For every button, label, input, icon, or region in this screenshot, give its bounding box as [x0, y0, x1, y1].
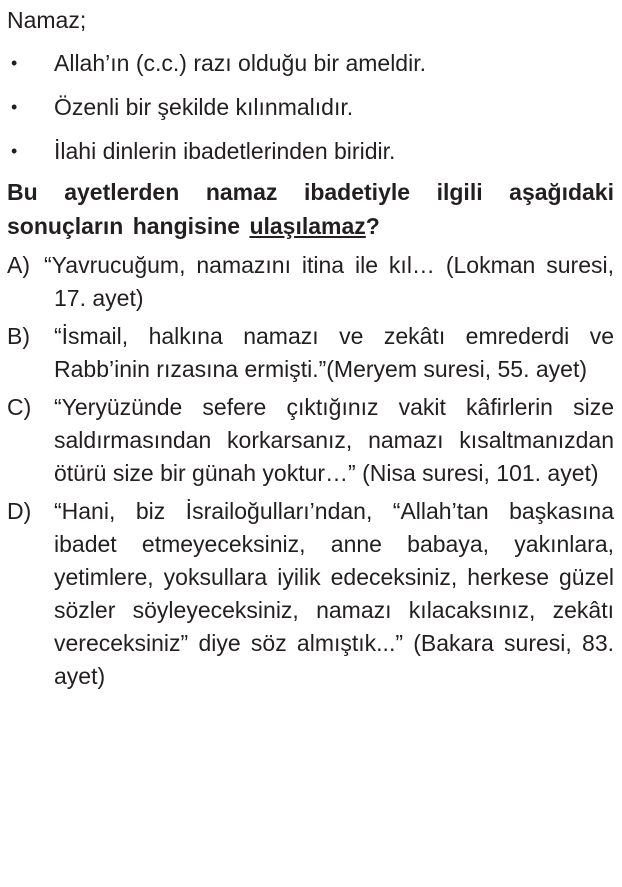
statement-item [7, 85, 614, 129]
answer-option-b[interactable] [7, 320, 614, 386]
statement-item [7, 41, 614, 85]
question-lead: Bu ayetlerden namaz ibadetiyle ilgili aşağıdaki sonuçların hangisine [7, 179, 614, 239]
bullet-icon: • [11, 97, 18, 117]
bullet-icon: • [11, 53, 18, 73]
statement-text: Özenli bir şekilde kılınmalıdır. [54, 94, 354, 120]
option-text: “Yeryüzünde sefere çıktığınız vakit kâfirlerin size saldırmasından korkarsanız, namazı kısaltmanızdan ötürü size bir günah yoktur…” (Nisa suresi, 101. ayet) [54, 394, 614, 486]
option-text: “Hani, biz İsrailoğulları’ndan, “Allah’tan başkasına ibadet etmeyeceksiniz, anne babaya, yakınlara, yetimlere, yoksullara iyilik edeceksiniz, herkese güzel sözler söyleyeceksiniz, namazı kılacaksınız, zekâtı vereceksiniz” diye söz almıştık...” (Bakara suresi, 83. ayet) [54, 498, 614, 689]
option-text: “İsmail, halkına namazı ve zekâtı emrederdi ve Rabb’inin rızasına ermişti.”(Meryem suresi, 55. ayet) [54, 323, 614, 382]
statement-list [7, 41, 614, 173]
option-letter: C) [7, 394, 32, 420]
statement-text: Allah’ın (c.c.) razı olduğu bir ameldir. [54, 50, 426, 76]
answer-option-d[interactable] [7, 495, 614, 693]
option-letter: B) [7, 323, 30, 349]
bullet-icon: • [11, 141, 18, 161]
intro-text: Namaz; [7, 7, 87, 33]
option-letter: A) [7, 252, 30, 278]
answer-option-a[interactable] [7, 249, 614, 315]
statement-item [7, 129, 614, 173]
question-stem [7, 175, 614, 243]
answer-option-c[interactable] [7, 391, 614, 490]
question-tail: ? [365, 213, 380, 239]
statement-text: İlahi dinlerin ibadetlerinden biridir. [54, 138, 396, 164]
question-keyword: ulaşılamaz [249, 213, 366, 239]
option-letter: D) [7, 498, 32, 524]
option-text: “Yavrucuğum, namazını itina ile kıl… (Lokman suresi, 17. ayet) [44, 252, 614, 311]
